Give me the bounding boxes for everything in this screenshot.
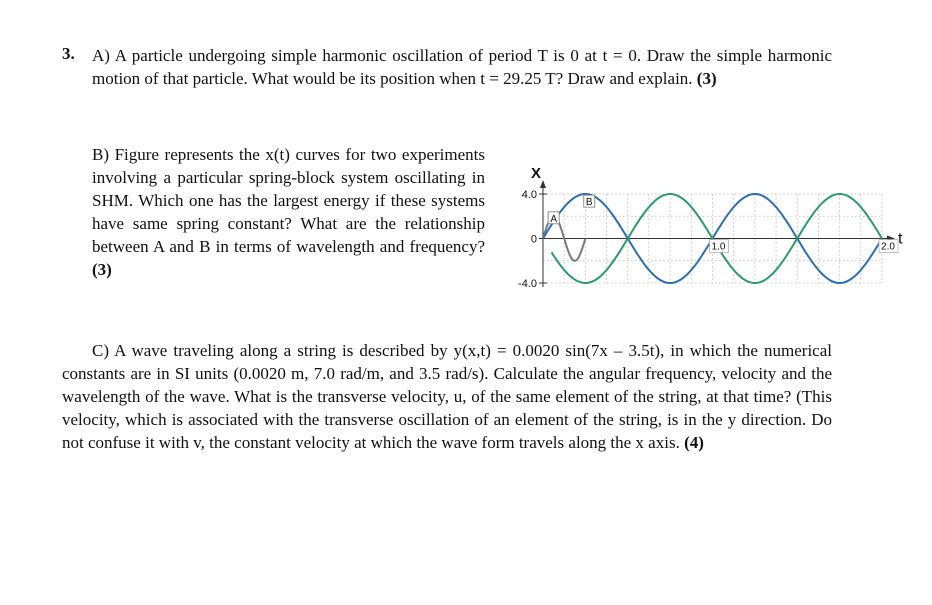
part-a-text <box>92 44 832 90</box>
x-axis-title: t <box>898 230 903 248</box>
part-a-marks: (3) <box>696 69 717 88</box>
part-a-body: A) A particle undergoing simple harmonic oscillation of period T is 0 at t = 0. Draw the simple harmonic motion of that particle. What would be its position when t = 29.25 T? Draw and explain. <box>92 46 832 88</box>
part-b-text <box>92 143 485 281</box>
part-b-body: B) Figure represents the x(t) curves for two experiments involving a particular spring-block system oscillating in SHM. Which one has the largest energy if these systems have same spring constant? What are the relationship between A and B in terms of wavelength and frequency? <box>92 145 485 256</box>
series-label-b: B <box>585 197 593 209</box>
question-number: 3. <box>62 44 75 63</box>
part-c-body: C) A wave traveling along a string is described by y(x,t) = 0.0020 sin(7x – 3.5t), in which the numerical constants are in SI units (0.0020 m, 7.0 rad/m, and 3.5 rad/s). Calculate the angular frequency, velocity and the wavelength of the wave. What is the transverse velocity, u, of the same element of the string, at that time? (This velocity, which is associated with the transverse oscillation of an element of the string, is in the y direction. Do not confuse it with v, the constant velocity at which the wave form travels along the x axis. <box>62 341 832 452</box>
part-c-text <box>62 339 832 454</box>
y-tick-label: -4.0 <box>518 278 537 290</box>
x-tick-label: 2.0 <box>881 241 895 253</box>
part-b-marks: (3) <box>92 260 112 279</box>
series-label-a: A <box>550 213 558 225</box>
y-axis-title: X <box>530 165 542 182</box>
y-tick-label: 4.0 <box>521 189 537 201</box>
y-tick-label: 0 <box>530 233 537 246</box>
xt-graph <box>500 150 920 300</box>
x-tick-label: 1.0 <box>711 241 726 253</box>
part-c-marks: (4) <box>684 433 704 452</box>
